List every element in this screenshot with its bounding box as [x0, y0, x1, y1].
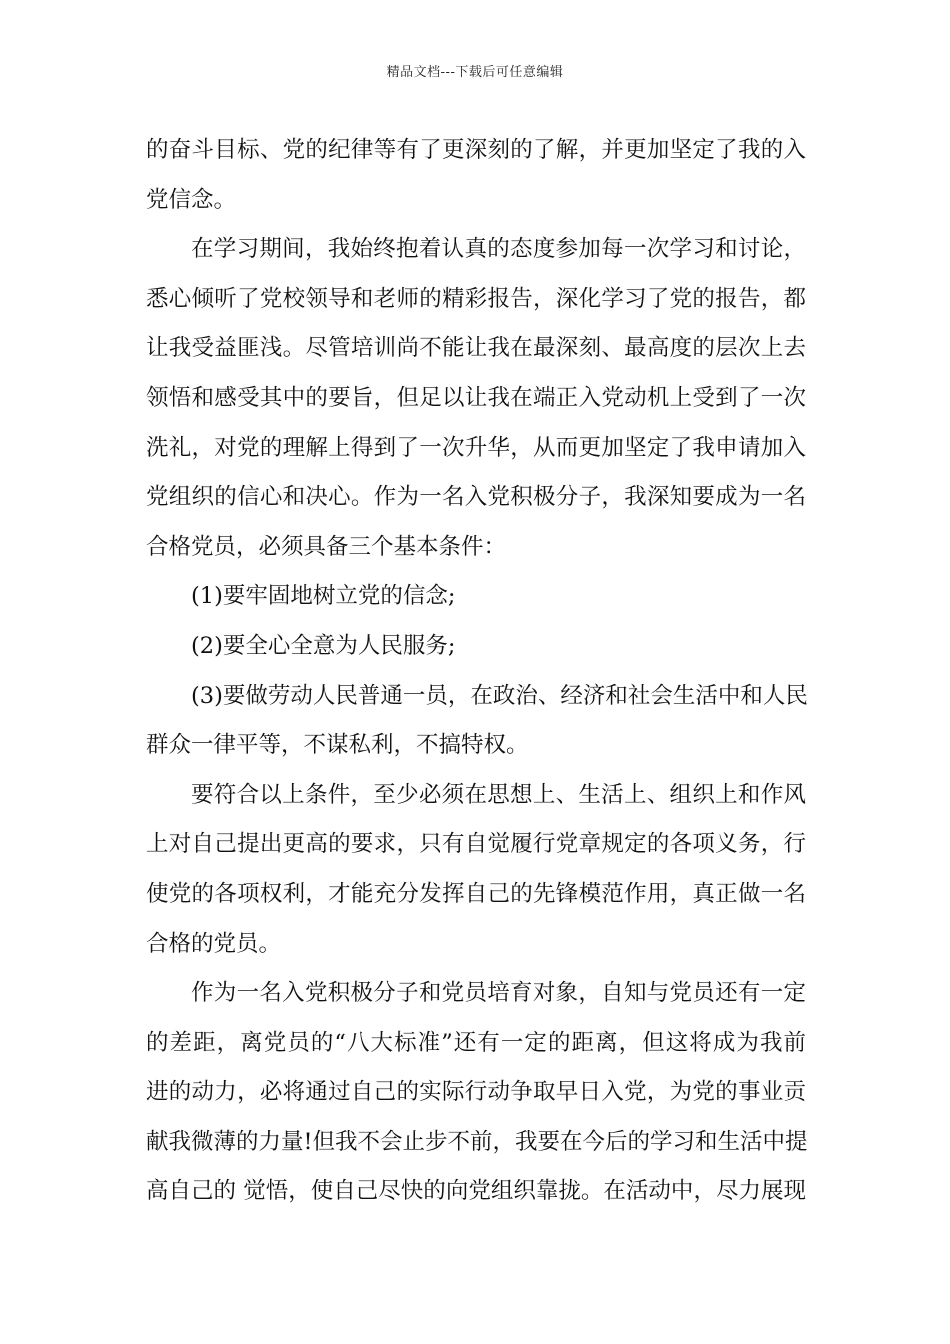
- text-line: 领悟和感受其中的要旨，但足以让我在端正入党动机上受到了一次: [146, 384, 806, 411]
- text-line: 要符合以上条件，至少必须在思想上、生活上、组织上和作风: [191, 781, 806, 808]
- text-line: 洗礼，对党的理解上得到了一次升华，从而更加坚定了我申请加入: [146, 434, 806, 461]
- text-line: 让我受益匪浅。尽管培训尚不能让我在最深刻、最高度的层次上去: [146, 335, 806, 362]
- text-line: 上对自己提出更高的要求，只有自觉履行党章规定的各项义务，行: [146, 831, 806, 858]
- text-line: (3)要做劳动人民普通一员，在政治、经济和社会生活中和人民: [191, 682, 808, 709]
- text-line: (1)要牢固地树立党的信念;: [191, 583, 456, 610]
- page-header: 精品文档---下载后可任意编辑: [386, 65, 564, 80]
- document-body: [146, 126, 806, 1217]
- text-line: 党组织的信心和决心。作为一名入党积极分子，我深知要成为一名: [146, 484, 806, 511]
- text-line: 的差距，离党员的“八大标准”还有一定的距离，但这将成为我前: [146, 1029, 806, 1056]
- text-line: (2)要全心全意为人民服务;: [191, 632, 456, 659]
- text-line: 合格党员，必须具备三个基本条件：: [146, 533, 507, 560]
- text-line: 使党的各项权利，才能充分发挥自己的先锋模范作用，真正做一名: [146, 880, 806, 907]
- text-line: 进的动力，必将通过自己的实际行动争取早日入党，为党的事业贡: [146, 1079, 806, 1106]
- text-line: 高自己的 觉悟，使自己尽快的向党组织靠拢。在活动中，尽力展现: [146, 1178, 806, 1205]
- text-line: 群众一律平等，不谋私利，不搞特权。: [146, 732, 529, 759]
- text-line: 党信念。: [146, 186, 237, 213]
- text-line: 悉心倾听了党校领导和老师的精彩报告，深化学习了党的报告，都: [146, 285, 806, 312]
- text-line: 的奋斗目标、党的纪律等有了更深刻的了解，并更加坚定了我的入: [146, 137, 806, 163]
- text-line: 作为一名入党积极分子和党员培育对象，自知与党员还有一定: [191, 980, 806, 1007]
- text-line: 在学习期间，我始终抱着认真的态度参加每一次学习和讨论，: [191, 236, 806, 263]
- text-line: 献我微薄的力量!但我不会止步不前，我要在今后的学习和生活中提: [146, 1128, 808, 1155]
- text-line: 合格的党员。: [146, 930, 282, 957]
